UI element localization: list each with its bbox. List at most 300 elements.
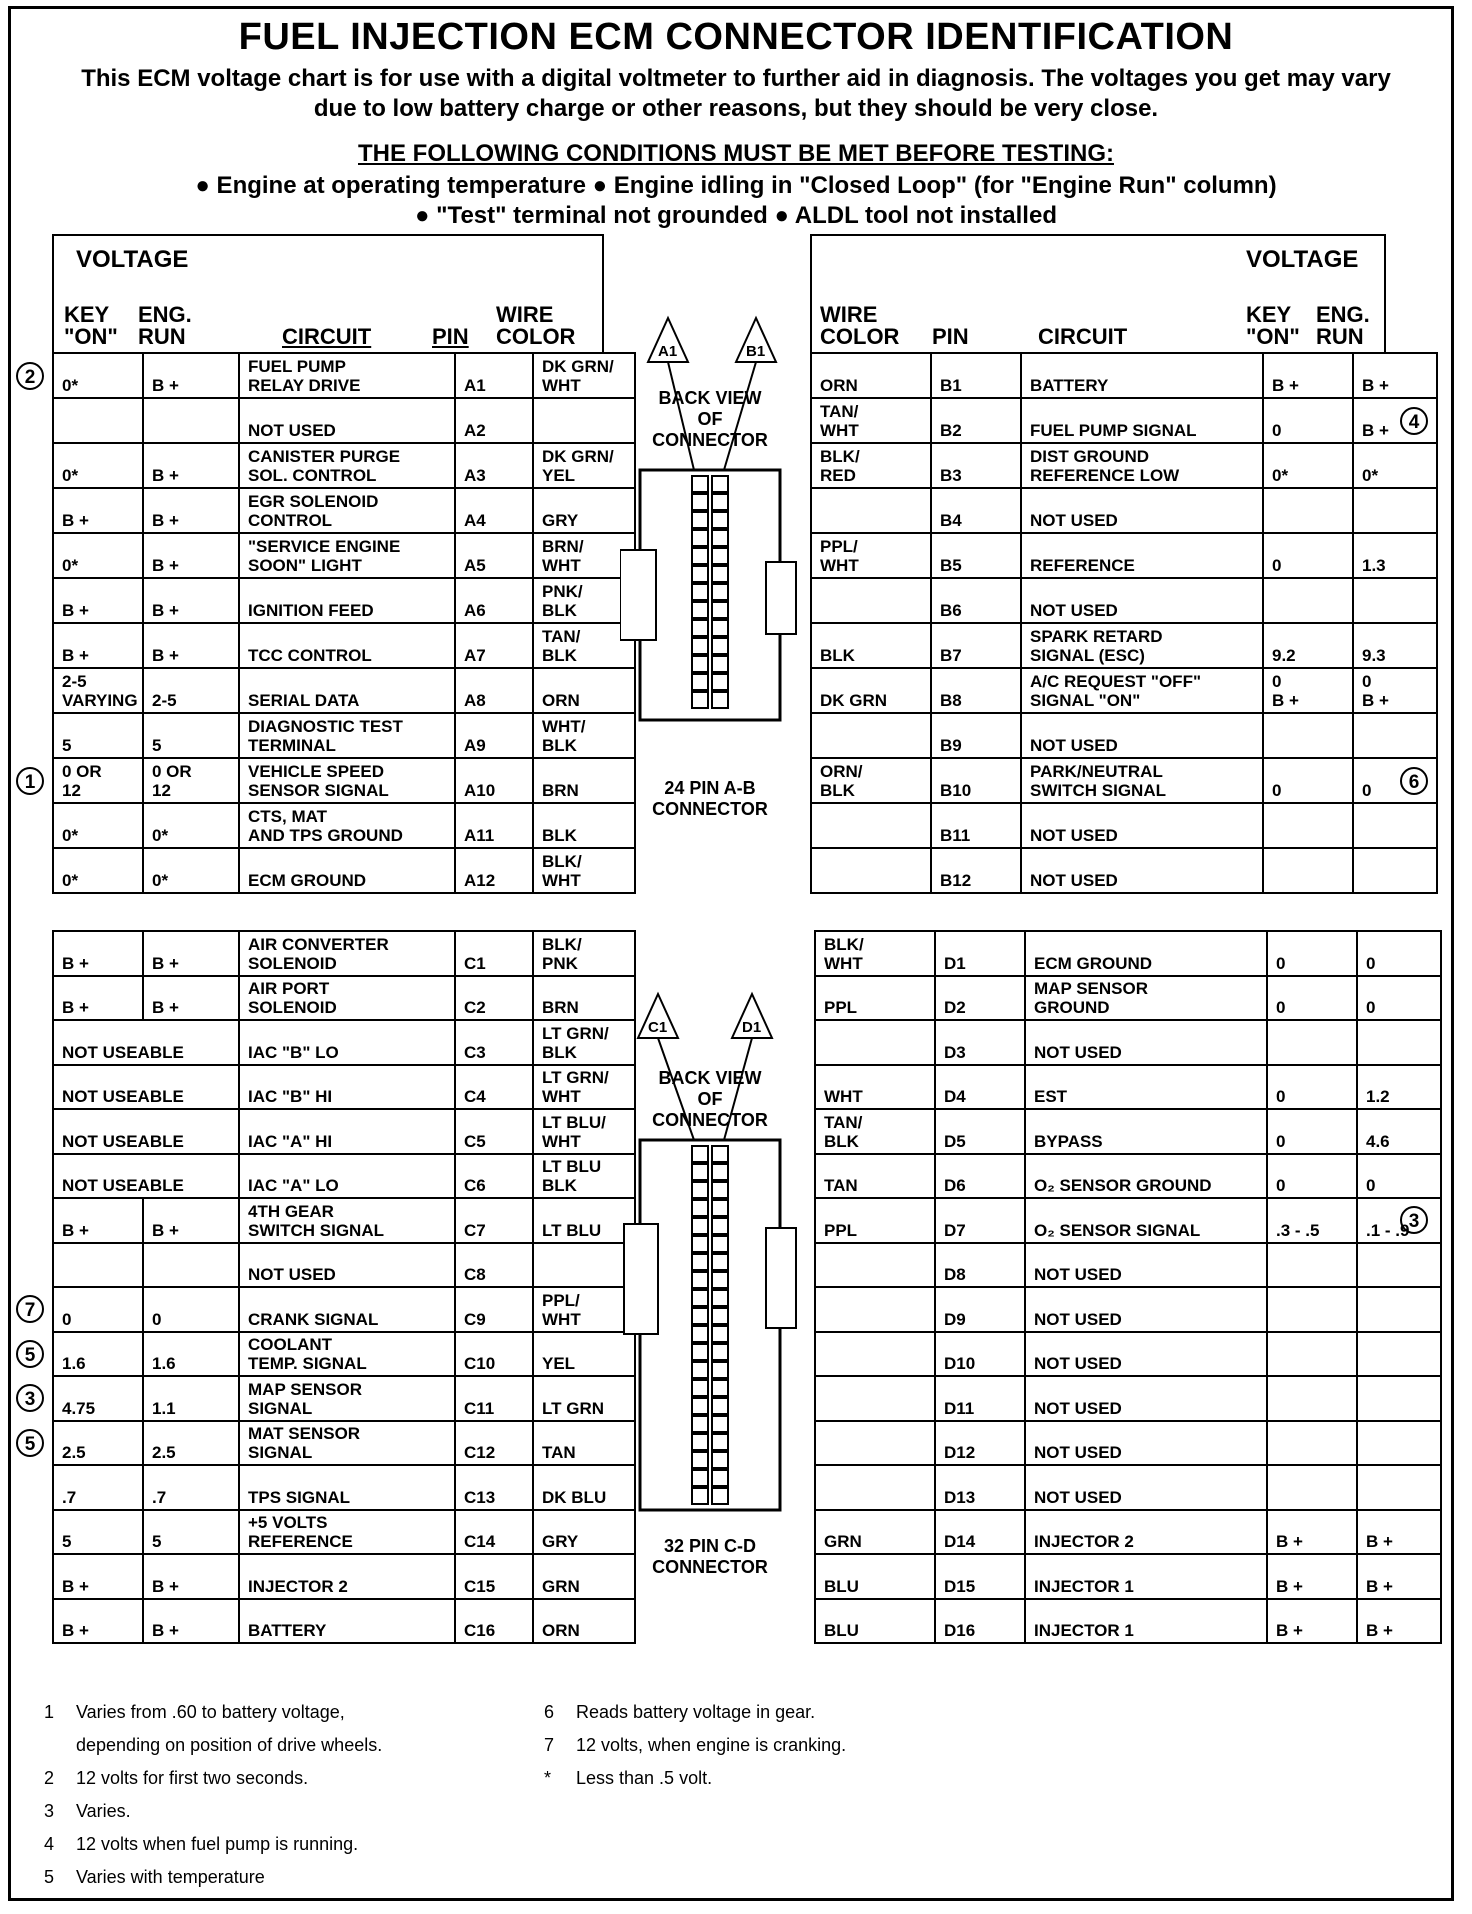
table-row — [53, 976, 635, 1021]
key-on-voltage — [1267, 1421, 1357, 1466]
footnote-marker: 5 — [16, 1340, 44, 1368]
table-b-pins — [810, 352, 1438, 894]
key-on-heading: KEY "ON" — [64, 302, 118, 349]
footnotes-left — [44, 1696, 382, 1894]
circuit-name: AIR CONVERTER SOLENOID — [239, 931, 455, 976]
engine-run-voltage: B + — [143, 353, 239, 398]
key-on-voltage: 0* — [53, 533, 143, 578]
connector-pin-cavity — [712, 1416, 728, 1432]
connector-pin-cavity — [712, 692, 728, 708]
engine-run-voltage: 0* — [143, 848, 239, 893]
footnote-item — [44, 1762, 382, 1795]
key-on-voltage: NOT USEABLE — [53, 1020, 239, 1065]
pin-number: A8 — [455, 668, 533, 713]
connector-pin-cavity — [712, 1218, 728, 1234]
connector-ab-view-label: BACK VIEW OF CONNECTOR — [652, 388, 768, 450]
table-row — [53, 1376, 635, 1421]
wire-color: BLK/ WHT — [533, 848, 635, 893]
intro-text: This ECM voltage chart is for use with a digital voltmeter to further aid in diagnosis. The voltages you get may vary due to low battery charge or other reasons, but they should be very close. — [81, 65, 1391, 122]
engine-run-voltage — [1357, 1421, 1441, 1466]
wire-color: BLU — [815, 1554, 935, 1599]
connector-ab-label: 24 PIN A-B CONNECTOR — [652, 778, 768, 819]
connector-pin-cavity — [692, 692, 708, 708]
connector-pin-cavity — [692, 1200, 708, 1216]
table-row — [811, 398, 1437, 443]
connector-pin-cavity — [692, 1254, 708, 1270]
connector-pin-cavity — [692, 1362, 708, 1378]
connector-pin-cavity — [712, 656, 728, 672]
engine-run-voltage — [1357, 1243, 1441, 1288]
engine-run-voltage: B + — [1357, 1554, 1441, 1599]
wire-color — [815, 1287, 935, 1332]
table-row — [811, 758, 1437, 803]
engine-run-voltage: 9.3 — [1353, 623, 1437, 668]
connector-pin-cavity — [712, 1344, 728, 1360]
connector-pin-cavity — [692, 674, 708, 690]
circuit-name: IAC "B" LO — [239, 1020, 455, 1065]
table-row — [53, 488, 635, 533]
connector-pin-cavity — [712, 1272, 728, 1288]
conditions-heading: THE FOLLOWING CONDITIONS MUST BE MET BEFORE TESTING: — [358, 140, 1114, 167]
engine-run-voltage: B + — [143, 1198, 239, 1243]
circuit-name: CANISTER PURGE SOL. CONTROL — [239, 443, 455, 488]
circuit-name: MAP SENSOR SIGNAL — [239, 1376, 455, 1421]
key-on-voltage: 0* — [53, 803, 143, 848]
engine-run-voltage: 5 — [143, 1510, 239, 1555]
eng-run-heading: ENG. RUN — [1316, 302, 1370, 349]
key-on-voltage — [1263, 488, 1353, 533]
connector-ab-diagram — [620, 300, 800, 750]
footnote-number: 6 — [544, 1702, 555, 1722]
wire-color: BLK/ RED — [811, 443, 931, 488]
wire-color: BLK — [533, 803, 635, 848]
wire-color: PPL/ WHT — [811, 533, 931, 578]
engine-run-voltage: .7 — [143, 1465, 239, 1510]
wire-color — [815, 1421, 935, 1466]
footnote-text: 12 volts when fuel pump is running. — [76, 1834, 359, 1854]
table-row — [815, 1198, 1441, 1243]
key-on-voltage — [53, 398, 143, 443]
engine-run-voltage: 0 OR 12 — [143, 758, 239, 803]
table-row — [53, 398, 635, 443]
table-a-pins — [52, 352, 636, 894]
footnote-number: 7 — [544, 1735, 555, 1755]
key-on-voltage: 0* — [53, 443, 143, 488]
circuit-name: TPS SIGNAL — [239, 1465, 455, 1510]
pin-number: A6 — [455, 578, 533, 623]
footnote-number: * — [544, 1768, 552, 1788]
circuit-name: MAT SENSOR SIGNAL — [239, 1421, 455, 1466]
connector-pin-cavity — [712, 1362, 728, 1378]
key-on-voltage: 1.6 — [53, 1332, 143, 1377]
connector-pin-cavity — [712, 1452, 728, 1468]
engine-run-voltage: 0 — [1353, 758, 1437, 803]
connector-pin-cavity — [692, 638, 708, 654]
key-on-voltage: NOT USEABLE — [53, 1065, 239, 1110]
footnote-text: depending on position of drive wheels. — [76, 1735, 383, 1755]
circuit-name: REFERENCE — [1021, 533, 1263, 578]
table-row — [815, 1554, 1441, 1599]
table-row — [815, 1154, 1441, 1199]
engine-run-voltage: 0 — [143, 1287, 239, 1332]
engine-run-voltage: .1 - .9 — [1357, 1198, 1441, 1243]
table-row — [815, 1065, 1441, 1110]
conditions-line-1: ● Engine at operating temperature ● Engine idling in "Closed Loop" (for "Engine Run" column) — [195, 172, 1277, 199]
voltage-heading: VOLTAGE — [76, 246, 189, 273]
key-on-voltage: 0 OR 12 — [53, 758, 143, 803]
circuit-name: EGR SOLENOID CONTROL — [239, 488, 455, 533]
circuit-name: +5 VOLTS REFERENCE — [239, 1510, 455, 1555]
connector-pin-cavity — [692, 476, 708, 492]
key-on-voltage: B + — [1267, 1554, 1357, 1599]
footnote-marker: 2 — [16, 362, 44, 390]
connector-pin-cavity — [712, 620, 728, 636]
connector-pin-cavity — [692, 1398, 708, 1414]
key-on-voltage: B + — [53, 1554, 143, 1599]
circuit-name: AIR PORT SOLENOID — [239, 976, 455, 1021]
pin-number: C5 — [455, 1109, 533, 1154]
engine-run-voltage: B + — [1357, 1510, 1441, 1555]
key-on-voltage — [1267, 1020, 1357, 1065]
key-on-voltage: 0 — [1267, 1154, 1357, 1199]
key-on-voltage: 2-5 VARYING — [53, 668, 143, 713]
pin-number: B6 — [931, 578, 1021, 623]
circuit-name: NOT USED — [1021, 713, 1263, 758]
pin-number: A2 — [455, 398, 533, 443]
key-on-voltage: B + — [53, 623, 143, 668]
voltage-heading: VOLTAGE — [1246, 246, 1359, 273]
table-d-pins — [814, 930, 1442, 1644]
pin-number: D10 — [935, 1332, 1025, 1377]
engine-run-voltage: 0 — [1357, 976, 1441, 1021]
pin-number: B1 — [931, 353, 1021, 398]
table-row — [53, 578, 635, 623]
circuit-name: EST — [1025, 1065, 1267, 1110]
circuit-name: IAC "A" LO — [239, 1154, 455, 1199]
engine-run-voltage — [1353, 803, 1437, 848]
pin-number: C14 — [455, 1510, 533, 1555]
engine-run-voltage — [1357, 1287, 1441, 1332]
table-row — [53, 931, 635, 976]
connector-pin-cavity — [712, 584, 728, 600]
key-on-voltage: B + — [53, 931, 143, 976]
table-row — [53, 1465, 635, 1510]
circuit-name: CRANK SIGNAL — [239, 1287, 455, 1332]
table-b-header — [810, 234, 1386, 352]
circuit-name: NOT USED — [239, 398, 455, 443]
pin-number: C12 — [455, 1421, 533, 1466]
wire-color: WHT/ BLK — [533, 713, 635, 758]
circuit-name: IAC "B" HI — [239, 1065, 455, 1110]
key-on-voltage: 0 — [1267, 976, 1357, 1021]
circuit-heading: CIRCUIT — [1038, 324, 1128, 349]
table-row — [811, 713, 1437, 758]
footnote-item — [44, 1795, 382, 1828]
table-row — [53, 1332, 635, 1377]
footnote-item — [544, 1762, 846, 1795]
table-row — [53, 1198, 635, 1243]
pin-number: A9 — [455, 713, 533, 758]
pin-number: C6 — [455, 1154, 533, 1199]
circuit-name: ECM GROUND — [239, 848, 455, 893]
marker-c1: C1 — [648, 1019, 668, 1036]
footnote-number: 3 — [44, 1801, 55, 1821]
engine-run-voltage — [1353, 488, 1437, 533]
engine-run-voltage — [1357, 1332, 1441, 1377]
pin-number: D15 — [935, 1554, 1025, 1599]
connector-pin-cavity — [692, 512, 708, 528]
pin-number: C4 — [455, 1065, 533, 1110]
engine-run-voltage: 2.5 — [143, 1421, 239, 1466]
table-row — [53, 533, 635, 578]
connector-pin-cavity — [712, 1380, 728, 1396]
circuit-name: NOT USED — [1021, 848, 1263, 893]
eng-run-heading: ENG. RUN — [138, 302, 192, 349]
engine-run-voltage — [143, 1243, 239, 1288]
footnote-item — [544, 1729, 846, 1762]
pin-number: B7 — [931, 623, 1021, 668]
connector-pin-cavity — [712, 476, 728, 492]
table-row — [53, 848, 635, 893]
circuit-name: SERIAL DATA — [239, 668, 455, 713]
table-row — [815, 1510, 1441, 1555]
wire-color: LT GRN/ WHT — [533, 1065, 635, 1110]
connector-cd-diagram — [620, 976, 800, 1536]
wire-color: GRY — [533, 488, 635, 533]
wire-color-heading: WIRE COLOR — [496, 302, 576, 349]
wire-color: ORN — [811, 353, 931, 398]
engine-run-voltage: 1.1 — [143, 1376, 239, 1421]
table-row — [811, 353, 1437, 398]
connector-pin-cavity — [692, 602, 708, 618]
wire-color — [815, 1020, 935, 1065]
table-row — [53, 1421, 635, 1466]
pin-number: D16 — [935, 1599, 1025, 1644]
wire-color: GRN — [533, 1554, 635, 1599]
wire-color: BLK/ PNK — [533, 931, 635, 976]
key-on-voltage: B + — [53, 1198, 143, 1243]
table-row — [815, 1020, 1441, 1065]
pin-number: C7 — [455, 1198, 533, 1243]
key-on-voltage: 4.75 — [53, 1376, 143, 1421]
wire-color — [811, 578, 931, 623]
table-row — [53, 758, 635, 803]
table-row — [53, 668, 635, 713]
wire-color: ORN — [533, 1599, 635, 1644]
pin-number: D1 — [935, 931, 1025, 976]
wire-color: TAN/ WHT — [811, 398, 931, 443]
footnote-number: 5 — [44, 1867, 55, 1887]
wire-color: GRY — [533, 1510, 635, 1555]
key-on-voltage: 9.2 — [1263, 623, 1353, 668]
table-row — [811, 488, 1437, 533]
circuit-name: BATTERY — [1021, 353, 1263, 398]
pin-number: D5 — [935, 1109, 1025, 1154]
circuit-name: FUEL PUMP SIGNAL — [1021, 398, 1263, 443]
connector-pin-cavity — [712, 1290, 728, 1306]
circuit-name: INJECTOR 1 — [1025, 1554, 1267, 1599]
footnote-marker: 3 — [1400, 1206, 1428, 1234]
connector-pin-cavity — [692, 530, 708, 546]
engine-run-voltage: 1.3 — [1353, 533, 1437, 578]
pin-number: C3 — [455, 1020, 533, 1065]
table-row — [815, 976, 1441, 1021]
engine-run-voltage: B + — [143, 931, 239, 976]
table-row — [815, 1465, 1441, 1510]
pin-number: B4 — [931, 488, 1021, 533]
pin-number: A3 — [455, 443, 533, 488]
circuit-name: SPARK RETARD SIGNAL (ESC) — [1021, 623, 1263, 668]
engine-run-voltage: 0 — [1357, 1154, 1441, 1199]
engine-run-voltage: B + — [143, 623, 239, 668]
engine-run-voltage — [1353, 848, 1437, 893]
engine-run-voltage: 0* — [1353, 443, 1437, 488]
wire-color: BRN — [533, 976, 635, 1021]
connector-pin-cavity — [692, 1182, 708, 1198]
key-on-voltage — [1267, 1376, 1357, 1421]
key-on-voltage: 5 — [53, 1510, 143, 1555]
engine-run-voltage: 2-5 — [143, 668, 239, 713]
connector-pin-cavity — [712, 512, 728, 528]
table-a-header — [52, 234, 604, 352]
footnote-marker: 6 — [1400, 767, 1428, 795]
circuit-name: TCC CONTROL — [239, 623, 455, 668]
key-on-voltage: 0 — [53, 1287, 143, 1332]
connector-pin-cavity — [712, 1308, 728, 1324]
wire-color: BLK — [811, 623, 931, 668]
table-row — [815, 1243, 1441, 1288]
page-title: FUEL INJECTION ECM CONNECTOR IDENTIFICATION — [238, 16, 1234, 58]
connector-pin-cavity — [712, 530, 728, 546]
engine-run-voltage — [143, 398, 239, 443]
wire-color: TAN — [815, 1154, 935, 1199]
key-on-voltage: 0 — [1263, 758, 1353, 803]
connector-pin-cavity — [692, 1164, 708, 1180]
footnote-number: 2 — [44, 1768, 55, 1788]
circuit-name: CTS, MAT AND TPS GROUND — [239, 803, 455, 848]
wire-color: PPL/ WHT — [533, 1287, 635, 1332]
table-row — [815, 1287, 1441, 1332]
wire-color — [811, 713, 931, 758]
engine-run-voltage — [1357, 1376, 1441, 1421]
pin-number: C15 — [455, 1554, 533, 1599]
footnote-text: Varies from .60 to battery voltage, — [76, 1702, 345, 1722]
key-on-voltage: 0 — [1267, 1109, 1357, 1154]
circuit-heading: CIRCUIT — [282, 324, 372, 349]
connector-pin-cavity — [692, 1344, 708, 1360]
wire-color: PPL — [815, 976, 935, 1021]
pin-number: A7 — [455, 623, 533, 668]
table-row — [53, 713, 635, 758]
circuit-name: NOT USED — [1025, 1332, 1267, 1377]
wire-color: WHT — [815, 1065, 935, 1110]
wire-color: LT GRN — [533, 1376, 635, 1421]
engine-run-voltage — [1353, 578, 1437, 623]
wire-color: BRN — [533, 758, 635, 803]
connector-pin-cavity — [692, 494, 708, 510]
conditions-line-2: ● "Test" terminal not grounded ● ALDL tool not installed — [415, 202, 1057, 229]
engine-run-voltage: B + — [1353, 398, 1437, 443]
footnote-marker: 4 — [1400, 407, 1428, 435]
wire-color: LT BLU BLK — [533, 1154, 635, 1199]
table-row — [811, 533, 1437, 578]
connector-pin-cavity — [692, 656, 708, 672]
wire-color: LT BLU/ WHT — [533, 1109, 635, 1154]
wire-color: DK BLU — [533, 1465, 635, 1510]
circuit-name: DIAGNOSTIC TEST TERMINAL — [239, 713, 455, 758]
table-row — [811, 443, 1437, 488]
circuit-name: INJECTOR 2 — [1025, 1510, 1267, 1555]
pin-number: C9 — [455, 1287, 533, 1332]
table-row — [815, 1109, 1441, 1154]
pin-number: B5 — [931, 533, 1021, 578]
wire-color-heading: WIRE COLOR — [820, 302, 900, 349]
circuit-name: NOT USED — [1025, 1243, 1267, 1288]
wire-color: DK GRN/ YEL — [533, 443, 635, 488]
table-row — [53, 623, 635, 668]
wire-color: PPL — [815, 1198, 935, 1243]
circuit-name: NOT USED — [1021, 488, 1263, 533]
circuit-name: O₂ SENSOR GROUND — [1025, 1154, 1267, 1199]
wire-color: TAN/ BLK — [533, 623, 635, 668]
connector-pin-cavity — [692, 548, 708, 564]
connector-pin-cavity — [712, 1200, 728, 1216]
key-on-voltage: B + — [1267, 1510, 1357, 1555]
key-on-voltage: B + — [53, 1599, 143, 1644]
key-on-voltage: 2.5 — [53, 1421, 143, 1466]
footnote-marker: 5 — [16, 1429, 44, 1457]
key-on-voltage — [1267, 1465, 1357, 1510]
table-row — [811, 668, 1437, 713]
wire-color — [815, 1243, 935, 1288]
table-row — [53, 1154, 635, 1199]
footnote-marker: 7 — [16, 1295, 44, 1323]
engine-run-voltage: 0* — [143, 803, 239, 848]
pin-number: C11 — [455, 1376, 533, 1421]
engine-run-voltage: B + — [1357, 1599, 1441, 1644]
table-row — [53, 803, 635, 848]
pin-number: D6 — [935, 1154, 1025, 1199]
key-on-voltage — [1263, 578, 1353, 623]
pin-number: B9 — [931, 713, 1021, 758]
key-on-voltage: NOT USEABLE — [53, 1109, 239, 1154]
key-on-voltage: B + — [1263, 353, 1353, 398]
connector-pin-cavity — [712, 566, 728, 582]
footnote-text: Reads battery voltage in gear. — [576, 1702, 816, 1722]
wire-color: LT BLU — [533, 1198, 635, 1243]
pin-number: D13 — [935, 1465, 1025, 1510]
pin-number: D9 — [935, 1287, 1025, 1332]
connector-pin-cavity — [692, 566, 708, 582]
connector-pin-cavity — [712, 1398, 728, 1414]
pin-number: B12 — [931, 848, 1021, 893]
circuit-name: COOLANT TEMP. SIGNAL — [239, 1332, 455, 1377]
engine-run-voltage: B + — [143, 578, 239, 623]
wire-color: PNK/ BLK — [533, 578, 635, 623]
pin-number: C16 — [455, 1599, 533, 1644]
table-row — [815, 1376, 1441, 1421]
circuit-name: 4TH GEAR SWITCH SIGNAL — [239, 1198, 455, 1243]
pin-number: A12 — [455, 848, 533, 893]
pin-number: C8 — [455, 1243, 533, 1288]
key-on-voltage: 0* — [1263, 443, 1353, 488]
key-on-voltage — [53, 1243, 143, 1288]
table-row — [815, 1421, 1441, 1466]
circuit-name: NOT USED — [1025, 1287, 1267, 1332]
connector-pin-cavity — [712, 1434, 728, 1450]
engine-run-voltage: B + — [1353, 353, 1437, 398]
table-row — [53, 1599, 635, 1644]
